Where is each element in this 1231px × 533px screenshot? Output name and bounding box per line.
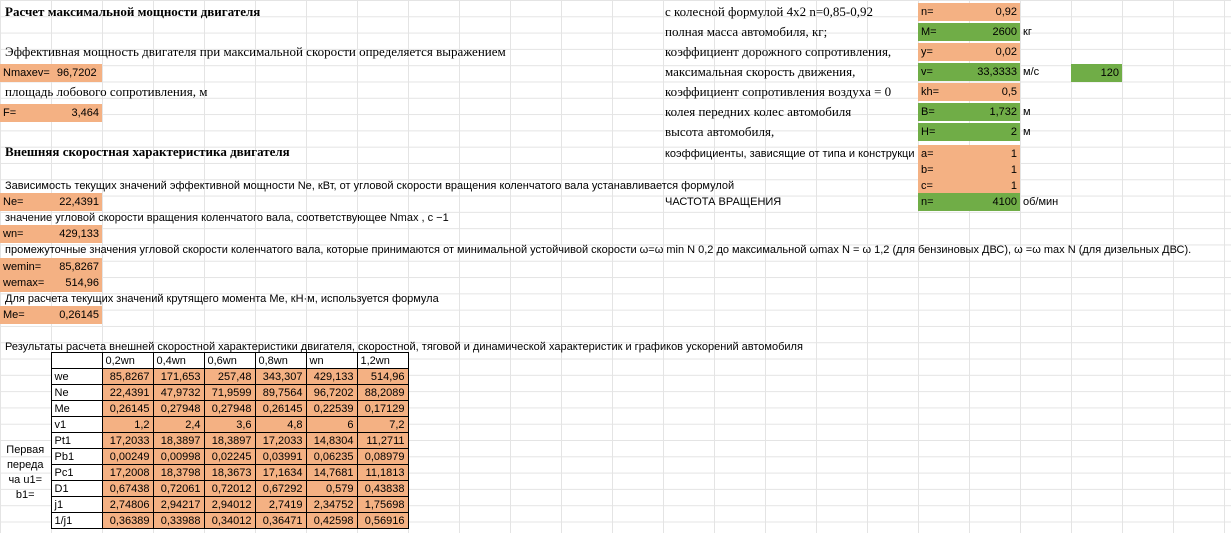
cell-v1-4[interactable]: 6: [306, 417, 357, 433]
cell-1/j1-5[interactable]: 0,56916: [357, 513, 408, 529]
cell-D1-4[interactable]: 0,579: [306, 481, 357, 497]
cell-D1-3[interactable]: 0,67292: [255, 481, 306, 497]
row-label-Pb1[interactable]: Pb1: [51, 449, 102, 465]
title-max-power[interactable]: Расчет максимальной мощности двигателя: [5, 4, 261, 19]
table-row: [0, 497, 408, 513]
wn-text[interactable]: значение угловой скорости вращения коленчатого вала, соответствующее Nmax , с −1: [5, 212, 449, 224]
param-value-4[interactable]: 0,5: [969, 83, 1020, 101]
table-row: [0, 385, 408, 401]
frontal-area-text[interactable]: площадь лобового сопротивления, м: [5, 84, 208, 99]
param-unit-5[interactable]: м: [1023, 106, 1031, 118]
torque-text[interactable]: Для расчета текущих значений крутящего момента Me, кН·м, используется формула: [5, 293, 439, 305]
param-value-7[interactable]: 1: [969, 145, 1020, 163]
cell-Pb1-1[interactable]: 0,00998: [153, 449, 204, 465]
wemax-value: 514,96: [65, 277, 99, 289]
cell-v1-5[interactable]: 7,2: [357, 417, 408, 433]
cell-1/j1-4[interactable]: 0,42598: [306, 513, 357, 529]
param-label-7[interactable]: a=: [918, 145, 969, 163]
param-value-1[interactable]: 2600: [969, 23, 1020, 41]
results-table: [0, 352, 409, 529]
me-label: Me=: [3, 309, 25, 321]
cell-Pt1-5[interactable]: 11,2711: [357, 433, 408, 449]
table-row: [0, 465, 408, 481]
param-desc-1[interactable]: полная масса автомобиля, кг;: [665, 24, 828, 39]
cell-Me-3[interactable]: 0,26145: [255, 401, 306, 417]
intermediate-text[interactable]: промежуточные значения угловой скорости коленчатого вала, которые принимаются от минимальной устойчивой скорости ω=ω min N 0,2 до максимальной ωmax N = ω 1,2 (для бензиновых ДВС), ω =ω max N (для дизельных ДВС).: [5, 244, 1192, 256]
f-label: F=: [3, 107, 17, 119]
param-desc-3[interactable]: максимальная скорость движения,: [665, 64, 856, 79]
cell-Ne-3[interactable]: 89,7564: [255, 385, 306, 401]
cell-D1-1[interactable]: 0,72061: [153, 481, 204, 497]
column-header-2[interactable]: 0,6wn: [204, 353, 255, 369]
max-speed-kmh-value: 120: [1100, 67, 1119, 79]
corner-blank: [0, 353, 51, 369]
table-row: [0, 513, 408, 529]
cell-Pb1-3[interactable]: 0,03991: [255, 449, 306, 465]
param-label-5[interactable]: B=: [918, 103, 969, 121]
param-desc-6[interactable]: высота автомобиля,: [665, 124, 775, 139]
param-unit-1[interactable]: кг: [1023, 26, 1032, 38]
cell-Pc1-0[interactable]: 17,2008: [102, 465, 153, 481]
cell-Pc1-5[interactable]: 11,1813: [357, 465, 408, 481]
cell-we-0[interactable]: 85,8267: [102, 369, 153, 385]
cell-1/j1-1[interactable]: 0,33988: [153, 513, 204, 529]
param-label-2[interactable]: y=: [918, 43, 969, 61]
cell-Ne-5[interactable]: 88,2089: [357, 385, 408, 401]
param-value-10[interactable]: 4100: [969, 193, 1020, 211]
row-label-Pt1[interactable]: Pt1: [51, 433, 102, 449]
nmaxev-label: Nmaxev=: [3, 67, 50, 79]
param-desc-4[interactable]: коэффициент сопротивления воздуха = 0: [665, 84, 892, 99]
row-blank: [0, 401, 51, 417]
table-row: [0, 417, 408, 433]
param-label-6[interactable]: H=: [918, 123, 969, 141]
param-label-1[interactable]: M=: [918, 23, 969, 41]
param-label-9[interactable]: c=: [918, 177, 969, 195]
cell-1/j1-0[interactable]: 0,36389: [102, 513, 153, 529]
param-label-0[interactable]: n=: [918, 3, 969, 21]
row-label-j1[interactable]: j1: [51, 497, 102, 513]
cell-j1-1[interactable]: 2,94217: [153, 497, 204, 513]
row-label-D1[interactable]: D1: [51, 481, 102, 497]
row-label-Pc1[interactable]: Pc1: [51, 465, 102, 481]
cell-Me-4[interactable]: 0,22539: [306, 401, 357, 417]
row-label-1/j1[interactable]: 1/j1: [51, 513, 102, 529]
row-label-v1[interactable]: v1: [51, 417, 102, 433]
wemax-label: wemax=: [3, 277, 45, 289]
f-value: 3,464: [71, 107, 99, 119]
table-header-row: [0, 353, 408, 369]
cell-Pb1-2[interactable]: 0,02245: [204, 449, 255, 465]
cell-Ne-0[interactable]: 22,4391: [102, 385, 153, 401]
f-cell[interactable]: [0, 104, 102, 122]
cell-D1-5[interactable]: 0,43838: [357, 481, 408, 497]
column-header-4[interactable]: wn: [306, 353, 357, 369]
wemin-label: wemin=: [3, 261, 42, 273]
cell-Pt1-3[interactable]: 17,2033: [255, 433, 306, 449]
cell-we-4[interactable]: 429,133: [306, 369, 357, 385]
cell-j1-5[interactable]: 1,75698: [357, 497, 408, 513]
results-text[interactable]: Результаты расчета внешней скоростной характеристики двигателя, скоростной, тяговой и динамической характеристик и графиков ускорений автомобиля: [5, 341, 803, 353]
column-header-3[interactable]: 0,8wn: [255, 353, 306, 369]
cell-v1-3[interactable]: 4,8: [255, 417, 306, 433]
row-blank: [0, 369, 51, 385]
dependency-text[interactable]: Зависимость текущих значений эффективной мощности Ne, кВт, от угловой скорости вращения коленчатого вала устанавливается формулой: [5, 180, 735, 192]
table-row: [0, 481, 408, 497]
me-cell[interactable]: [0, 306, 102, 324]
param-label-4[interactable]: kh=: [918, 83, 969, 101]
param-desc-2[interactable]: коэффициент дорожного сопротивления,: [665, 44, 892, 59]
ne-label: Ne=: [3, 196, 24, 208]
param-desc-5[interactable]: колея передних колес автомобиля: [665, 104, 852, 119]
param-label-10[interactable]: n=: [918, 193, 969, 211]
nmaxev-value: 96,7202: [56, 67, 97, 79]
cell-v1-0[interactable]: 1,2: [102, 417, 153, 433]
first-gear-label[interactable]: Первая переда ча u1= b1=: [6, 443, 45, 501]
param-value-8[interactable]: 1: [969, 161, 1020, 179]
wemin-value: 85,8267: [59, 261, 99, 273]
column-header-5[interactable]: 1,2wn: [357, 353, 408, 369]
table-row: [0, 401, 408, 417]
table-row: [0, 433, 408, 449]
cell-we-2[interactable]: 257,48: [204, 369, 255, 385]
param-desc-0[interactable]: с колесной формулой 4х2 n=0,85-0,92: [665, 4, 874, 19]
param-value-9[interactable]: 1: [969, 177, 1020, 195]
cell-we-5[interactable]: 514,96: [357, 369, 408, 385]
cell-j1-4[interactable]: 2,34752: [306, 497, 357, 513]
cell-we-1[interactable]: 171,653: [153, 369, 204, 385]
title-external-characteristic[interactable]: Внешняя скоростная характеристика двигателя: [5, 144, 290, 159]
row-label-we[interactable]: we: [51, 369, 102, 385]
cell-1/j1-2[interactable]: 0,34012: [204, 513, 255, 529]
table-row: [0, 369, 408, 385]
wn-label: wn=: [3, 228, 24, 240]
cell-Pt1-1[interactable]: 18,3897: [153, 433, 204, 449]
cell-Pc1-4[interactable]: 14,7681: [306, 465, 357, 481]
cell-Me-5[interactable]: 0,17129: [357, 401, 408, 417]
cell-Ne-4[interactable]: 96,7202: [306, 385, 357, 401]
wn-value: 429,133: [59, 228, 99, 240]
ne-value: 22,4391: [59, 196, 99, 208]
param-label-8[interactable]: b=: [918, 161, 969, 179]
cell-v1-1[interactable]: 2,4: [153, 417, 204, 433]
cell-Pc1-3[interactable]: 17,1634: [255, 465, 306, 481]
table-row: [0, 449, 408, 465]
cell-Pc1-1[interactable]: 18,3798: [153, 465, 204, 481]
param-desc-7[interactable]: коэффициенты, зависящие от типа и конструкци: [665, 148, 915, 160]
row-label-Me[interactable]: Me: [51, 401, 102, 417]
cell-j1-2[interactable]: 2,94012: [204, 497, 255, 513]
cell-Ne-2[interactable]: 71,9599: [204, 385, 255, 401]
param-value-0[interactable]: 0,92: [969, 3, 1020, 21]
param-value-6[interactable]: 2: [969, 123, 1020, 141]
column-header-1[interactable]: 0,4wn: [153, 353, 204, 369]
me-value: 0,26145: [59, 309, 99, 321]
cell-Ne-1[interactable]: 47,9732: [153, 385, 204, 401]
nmaxev-cell[interactable]: [0, 64, 102, 82]
cell-j1-0[interactable]: 2,74806: [102, 497, 153, 513]
cell-Pt1-4[interactable]: 14,8304: [306, 433, 357, 449]
row-label-Ne[interactable]: Ne: [51, 385, 102, 401]
cell-D1-2[interactable]: 0,72012: [204, 481, 255, 497]
effective-power-text[interactable]: Эффективная мощность двигателя при максимальной скорости определяется выражением: [5, 44, 506, 59]
param-unit-10[interactable]: об/мин: [1023, 196, 1059, 208]
cell-we-3[interactable]: 343,307: [255, 369, 306, 385]
cell-D1-0[interactable]: 0,67438: [102, 481, 153, 497]
cell-j1-3[interactable]: 2,7419: [255, 497, 306, 513]
param-value-5[interactable]: 1,732: [969, 103, 1020, 121]
cell-Me-0[interactable]: 0,26145: [102, 401, 153, 417]
cell-Pc1-2[interactable]: 18,3673: [204, 465, 255, 481]
cell-Pb1-5[interactable]: 0,08979: [357, 449, 408, 465]
param-desc-10[interactable]: ЧАСТОТА ВРАЩЕНИЯ: [665, 196, 782, 208]
max-speed-kmh-cell[interactable]: [1071, 64, 1122, 82]
row-blank: [0, 385, 51, 401]
param-unit-6[interactable]: м: [1023, 126, 1031, 138]
cell-Pt1-0[interactable]: 17,2033: [102, 433, 153, 449]
column-header-0[interactable]: 0,2wn: [102, 353, 153, 369]
cell-1/j1-3[interactable]: 0,36471: [255, 513, 306, 529]
param-label-3[interactable]: v=: [918, 63, 969, 81]
param-unit-3[interactable]: м/с: [1023, 66, 1040, 78]
cell-v1-2[interactable]: 3,6: [204, 417, 255, 433]
cell-Pt1-2[interactable]: 18,3897: [204, 433, 255, 449]
cell-Me-1[interactable]: 0,27948: [153, 401, 204, 417]
param-value-2[interactable]: 0,02: [969, 43, 1020, 61]
cell-Me-2[interactable]: 0,27948: [204, 401, 255, 417]
cell-Pb1-4[interactable]: 0,06235: [306, 449, 357, 465]
cell-Pb1-0[interactable]: 0,00249: [102, 449, 153, 465]
corner-cell[interactable]: [51, 353, 102, 369]
param-value-3[interactable]: 33,3333: [969, 63, 1020, 81]
